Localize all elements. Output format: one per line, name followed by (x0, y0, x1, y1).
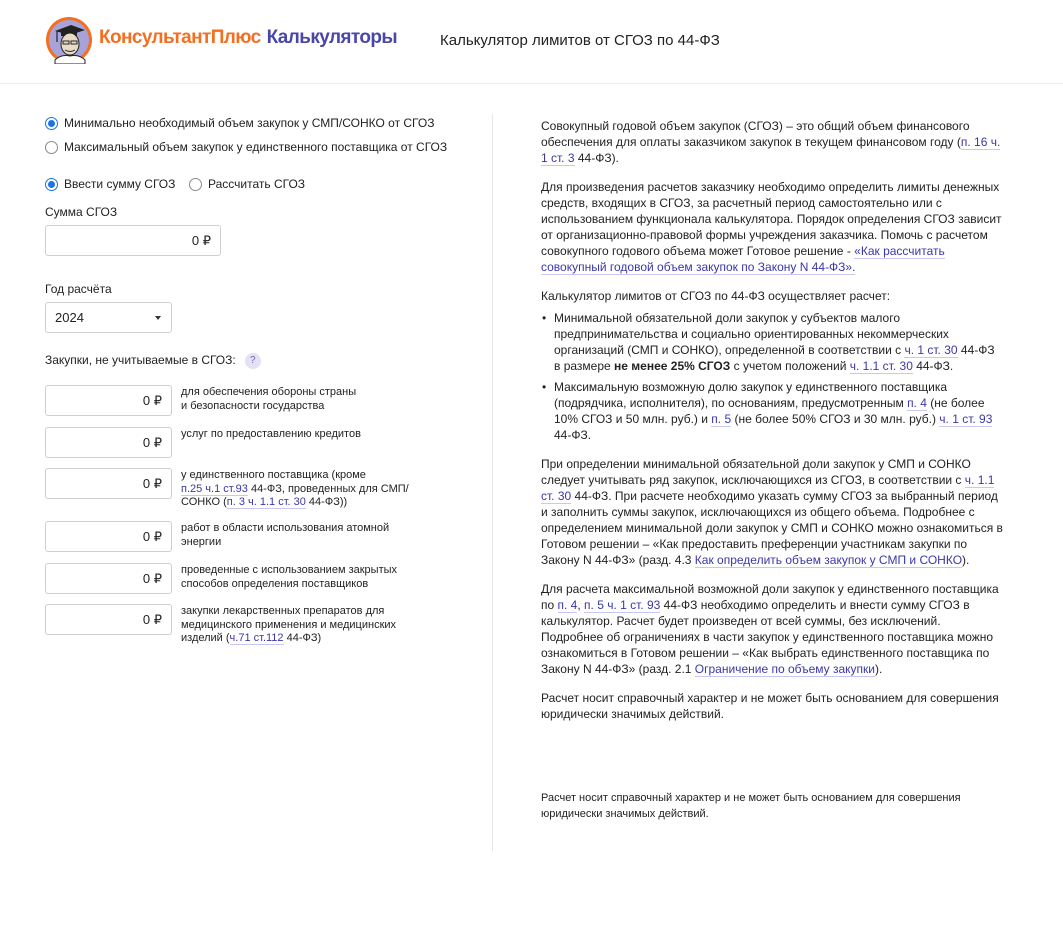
info-text: Для расчета максимальной возможной доли закупок у единственного поставщика по (541, 582, 999, 612)
exclusion-label-line: и безопасности государства (181, 399, 325, 412)
year-select[interactable] (45, 302, 172, 333)
info-paragraph-definition (541, 118, 1003, 166)
help-question-icon[interactable]: ? (245, 353, 261, 369)
exclusion-text: 44-ФЗ)) (305, 496, 348, 508)
exclusion-label-line: для обеспечения обороны страны (181, 386, 357, 398)
info-list-item (541, 379, 1003, 443)
exclusion-defense-input[interactable]: 0 ₽ (45, 385, 172, 416)
year-select-value: 2024 (55, 310, 84, 325)
caret-down-icon (155, 316, 161, 320)
law-link[interactable]: п. 4 (907, 396, 927, 410)
law-link[interactable]: ч. 1 ст. 93 (939, 412, 993, 426)
exclusion-nuclear-input[interactable]: 0 ₽ (45, 521, 172, 552)
info-text: 44-ФЗ). (574, 151, 619, 165)
mode-option-max-single-supplier[interactable] (45, 140, 447, 154)
info-paragraph-disclaimer: Расчет носит справочный характер и не может быть основанием для совершения юридически значимых действий. (541, 691, 999, 721)
exclusion-medicines-label (181, 605, 433, 646)
info-text: ). (962, 553, 970, 567)
exclusion-defense-label (181, 386, 431, 413)
law-link[interactable]: п. 16 ч. 1 ст. 3 (541, 135, 1001, 165)
info-text: 44-ФЗ. (912, 359, 954, 373)
info-text: ). (875, 662, 883, 676)
header (0, 0, 1063, 84)
ready-solution-link[interactable]: Как определить объем закупок у СМП и СОНКО (694, 553, 963, 567)
mode-option-label: Максимальный объем закупок у единственного поставщика от СГОЗ (64, 140, 448, 154)
mode-option-label: Минимально необходимый объем закупок у СМП/СОНКО от СГОЗ (64, 116, 435, 130)
law-link[interactable]: ч. 1 ст. 30 (904, 343, 958, 357)
radio-selected-icon[interactable] (45, 117, 58, 130)
law-link[interactable]: п. 4 (557, 598, 578, 612)
exclusion-closed-methods-input[interactable]: 0 ₽ (45, 563, 172, 594)
input-mode-label: Ввести сумму СГОЗ (64, 177, 176, 191)
info-text: Совокупный годовой объем закупок (СГОЗ) – это общий объем финансового обеспечения для оплаты заказчиком закупок в текущем финансовом году ( (541, 119, 970, 149)
exclusion-credits-label: услуг по предоставлению кредитов (181, 428, 361, 440)
law-link[interactable]: ч.71 ст.112 (229, 632, 284, 644)
info-paragraph-limits (541, 179, 1003, 275)
exclusion-nuclear-label: работ в области использования атомной энергии (181, 522, 390, 548)
input-mode-calculate[interactable] (189, 177, 305, 191)
exclusion-single-supplier-input[interactable]: 0 ₽ (45, 468, 172, 499)
column-divider (492, 114, 493, 851)
info-paragraph-single-supplier (541, 581, 1003, 677)
law-link[interactable]: ч. 1.1 ст. 30 (849, 359, 913, 373)
exclusion-medicines-input[interactable]: 0 ₽ (45, 604, 172, 635)
law-link[interactable]: п. 5 (711, 412, 732, 426)
info-bold-text: не менее 25% СГОЗ (614, 359, 731, 373)
info-text: 44-ФЗ. (554, 428, 592, 442)
info-paragraph-smp (541, 456, 1003, 568)
exclusion-closed-methods-label: проведенные с использованием закрытых способов определения поставщиков (181, 564, 398, 590)
sgoz-sum-input[interactable]: 0 ₽ (45, 225, 221, 256)
law-link[interactable]: п.25 ч.1 ст.93 (181, 482, 248, 495)
page-title: Калькулятор лимитов от СГОЗ по 44-ФЗ (440, 32, 720, 49)
exclusion-text: 44-ФЗ) (283, 632, 322, 644)
law-link[interactable]: п. 5 ч. 1 ст. 93 (584, 598, 661, 612)
radio-selected-icon[interactable] (45, 178, 58, 191)
input-mode-enter-sum[interactable] (45, 177, 175, 191)
law-link[interactable]: п. 3 ч. 1.1 ст. 30 (226, 496, 306, 508)
info-panel (541, 118, 1003, 735)
info-text: 44-ФЗ. При расчете необходимо указать сумму СГОЗ за выбранный период и заполнить суммы закупок, исключающихся из общего объема. Подробнее с определением минимальной доли закупок у СМП и СОНКО можно ознакомиться в Готовом решении – «Как предоставить преференции участникам закупки по Закону N 44-ФЗ» (разд. 4.3 (541, 489, 1003, 567)
exclusion-text: 44-ФЗ, проведенных для СМП/ СОНКО ( (181, 482, 409, 508)
exclusion-text: закупки лекарственных препаратов для медицинского применения и медицинских изделий ( (181, 605, 397, 644)
info-text: , (577, 598, 585, 612)
info-text: 44-ФЗ необходимо определить и внести сумму СГОЗ в калькулятор. Расчет будет произведен от всей суммы, без исключений. Подробнее об ограничениях в части закупок у единственного поставщика можно ознакомиться в Готовом решении – «Как выбрать единственного поставщика по Закону N 44-ФЗ» (разд. 2.1 (541, 598, 994, 676)
radio-unselected-icon[interactable] (189, 178, 202, 191)
exclusion-text: у единственного поставщика (кроме (181, 469, 366, 481)
ready-solution-link[interactable]: «Как рассчитать совокупный годовой объем закупок по Закону N 44-ФЗ». (541, 244, 945, 274)
professor-avatar-icon[interactable] (45, 16, 93, 64)
exclusion-credits-input[interactable]: 0 ₽ (45, 427, 172, 458)
sgoz-sum-label: Сумма СГОЗ (45, 205, 118, 219)
info-text: 44-ФЗ в размере (554, 343, 995, 373)
info-text: (не более 50% СГОЗ и 30 млн. руб.) (731, 412, 940, 426)
year-label: Год расчёта (45, 282, 112, 296)
info-text: (не более 10% СГОЗ и 50 млн. руб.) и (554, 396, 985, 426)
info-text: Максимальную возможную долю закупок у единственного поставщика (подрядчика, исполнителя), по основаниям, предусмотренным (554, 380, 948, 410)
info-text: с учетом положений (730, 359, 850, 373)
brand-logo[interactable] (99, 27, 397, 49)
info-list-item (541, 310, 1003, 374)
mode-option-min-smp[interactable] (45, 116, 434, 130)
footer-disclaimer: Расчет носит справочный характер и не может быть основанием для совершения юридически значимых действий. (541, 792, 961, 820)
ready-solution-link[interactable]: Ограничение по объему закупки (694, 662, 876, 676)
law-link[interactable]: ч. 1.1 ст. 30 (541, 473, 995, 503)
brand-section: Калькуляторы (266, 27, 397, 48)
info-list (541, 310, 1003, 443)
info-text: При определении минимальной обязательной доли закупок у СМП и СОНКО следует учитывать ряд закупок, исключающихся из СГОЗ, в соответствии с (541, 457, 971, 487)
exclusions-heading (45, 353, 261, 369)
input-mode-label: Рассчитать СГОЗ (208, 177, 306, 191)
radio-unselected-icon[interactable] (45, 141, 58, 154)
exclusions-title: Закупки, не учитываемые в СГОЗ: (45, 353, 236, 368)
info-text: Минимальной обязательной доли закупок у субъектов малого предпринимательства и социально ориентированных некоммерческих организаций (СМП и СОНКО), определенной в соответствии с (554, 311, 949, 357)
exclusion-single-supplier-label (181, 469, 431, 510)
info-text: Для произведения расчетов заказчику необходимо определить лимиты денежных средств, входящих в СГОЗ, за расчетный период самостоятельно или с использованием функционала калькулятора. Порядок определения СГОЗ зависит от организационно-правовой формы учреждения заказчика. Помочь с расчетом совокупного годового объема может Готовое решение - (541, 180, 1002, 258)
info-paragraph-intro: Калькулятор лимитов от СГОЗ по 44-ФЗ осуществляет расчет: (541, 289, 891, 303)
brand-name: КонсультантПлюс (99, 27, 261, 48)
